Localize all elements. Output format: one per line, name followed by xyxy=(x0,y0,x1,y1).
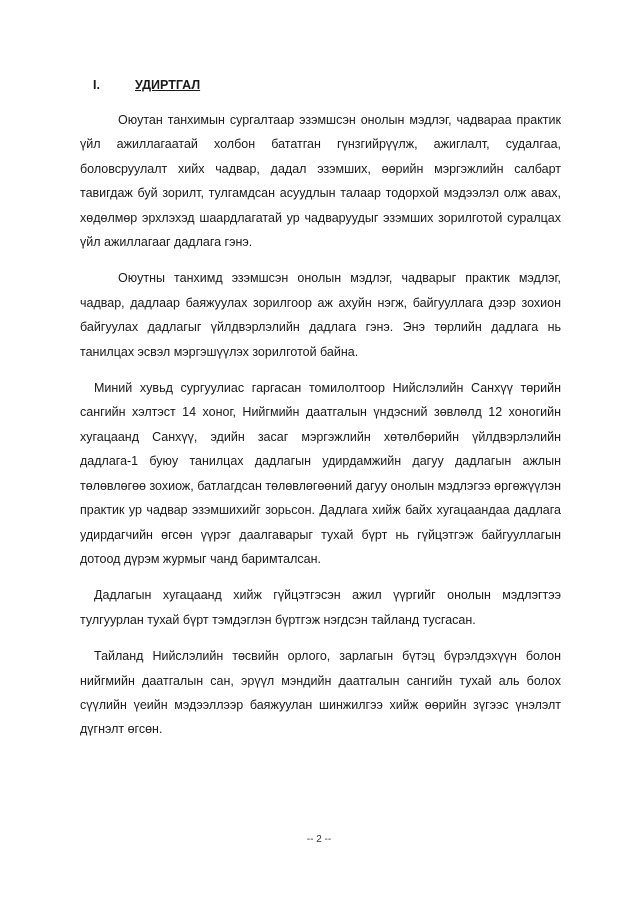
paragraph-4: Дадлагын хугацаанд хийж гүйцэтгэсэн ажил үүргийг онолын мэдлэгтээ тулгуурлан тухай бүрт тэмдэглэн бүртгэж нэгдсэн тайланд тусгасан. xyxy=(80,588,561,627)
document-body xyxy=(80,108,561,754)
section-title: УДИРТГАЛ xyxy=(135,78,201,92)
section-heading xyxy=(93,78,200,92)
paragraph-2: Оюутны танхимд эзэмшсэн онолын мэдлэг, чадварыг практик мэдлэг, чадвар, дадлаар баяжуулах зорилгоор аж ахуйн нэгж, байгууллага дээр зохион байгуулах дадлагыг үйлдвэрлэлийн дадлага гэнэ. Энэ төрлийн дадлага нь танилцах эсвэл мэргэшүүлэх зорилготой байна. xyxy=(80,271,561,359)
section-number: I. xyxy=(93,78,100,92)
paragraph-1: Оюутан танхимын сургалтаар эзэмшсэн онолын мэдлэг, чадвараа практик үйл ажиллагаатай холбон бататган гүнзгийрүүлж, ажиглалт, судалгаа, боловсруулалт хийх чадвар, дадал эзэмших, өөрийн мэргэжлийн салбарт тавигдаж буй зорилт, тулгамдсан асуудлын талаар тодорхой мэдээлэл олж авах, хөдөлмөр эрхлэхэд шаардлагатай ур чадваруудыг эзэмших зорилготой суралцах үйл ажиллагааг дадлага гэнэ. xyxy=(80,113,561,250)
page-number: -- 2 -- xyxy=(306,834,332,845)
paragraph-5: Тайланд Нийслэлийн төсвийн орлого, зарлагын бүтэц бүрэлдэхүүн болон нийгмийн даатгалын сан, эрүүл мэндийн даатгалын сангийн тухай аль болох сүүлийн үеийн мэдээллээр баяжуулан шинжилгээ хийж өөрийн зүгээс үнэлэлт дүгнэлт өгсөн. xyxy=(80,649,561,737)
paragraph-3: Миний хувьд сургуулиас гаргасан томилолтоор Нийслэлийн Санхүү төрийн сангийн хэлтэст 14 хоног, Нийгмийн даатгалын үндэсний зөвлөлд 12 хоногийн хугацаанд Санхүү, эдийн засаг мэргэжлийн хөтөлбөрийн үйлдвэрлэлийн дадлага-1 буюу танилцах дадлагын удирдамжийн дагуу дадлагын ажлын төлөвлөгөө зохиож, батлагдсан төлөвлөгөөний дагуу онолын мэдлэгээ өргөжүүлэн практик ур чадвар эзэмшихийг зорьсон. Дадлага хийж байх хугацаандаа дадлага удирдагчийн өгсөн үүрэг даалгаварыг тухай бүрт нь гүйцэтгэж байгууллагын дотоод дүрэм журмыг чанд баримталсан. xyxy=(80,381,561,566)
